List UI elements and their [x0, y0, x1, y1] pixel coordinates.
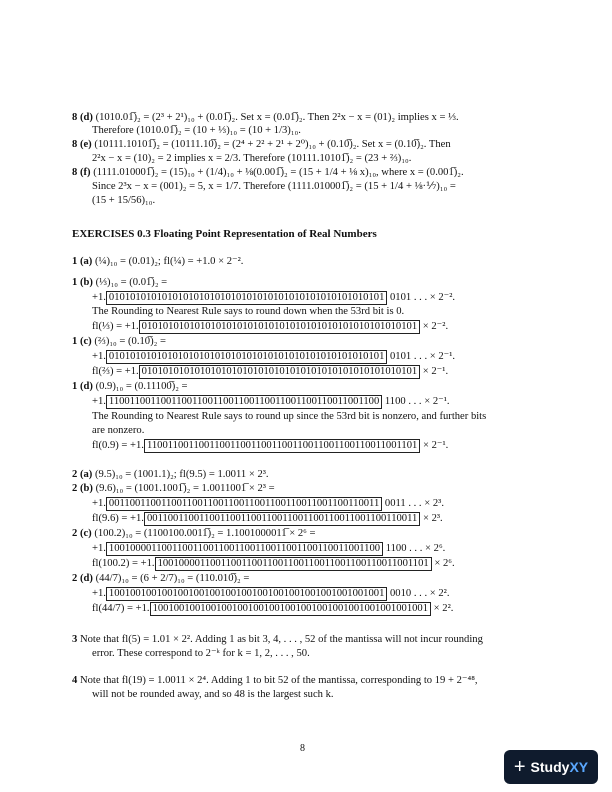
line-q1d_3	[92, 410, 486, 423]
line-tail: 1100 . . . × 2⁶.	[383, 543, 446, 554]
line-q1c_1	[72, 335, 166, 348]
line-q1d_2	[92, 395, 450, 409]
problem-label: 1 (d)	[72, 381, 93, 392]
problem-label: 1 (c)	[72, 336, 92, 347]
line-text: The Rounding to Nearest Rule says to round up since the 53rd bit is nonzero, and further bits	[92, 411, 487, 422]
line-tail: × 2⁻¹.	[420, 440, 449, 451]
line-text: (¼)₁₀ = (0.01)₂; fl(¼) = +1.0 × 2⁻².	[94, 256, 244, 267]
line-text: +1.	[92, 498, 106, 509]
line-text: (⅓)₁₀ = (0.01̅)₂ =	[95, 277, 168, 288]
line-p8f_1	[72, 166, 464, 179]
line-text: +1.	[92, 543, 106, 554]
line-q1b_2	[92, 291, 455, 305]
line-text: Since 2³x − x = (001)₂ = 5, x = 1/7. Therefore (1111.010001̅)₂ = (15 + 1/4 + ⅛·⅐)₁₀ =	[92, 181, 456, 192]
line-text: will not be rounded away, and so 48 is the largest such k.	[92, 689, 334, 700]
line-q1d_4	[92, 424, 144, 437]
line-text: 2²x − x = (10)₂ = 2 implies x = 2/3. Therefore (10111.10101̅)₂ = (23 + ⅔)₁₀.	[92, 153, 412, 164]
line-p8e_1	[72, 138, 451, 151]
line-q1c_2	[92, 350, 455, 364]
line-tail: 0101 . . . × 2⁻¹.	[387, 351, 456, 362]
line-q2d_1	[72, 572, 249, 585]
line-text: The Rounding to Nearest Rule says to round down when the 53rd bit is 0.	[92, 306, 405, 317]
line-p8f_2	[92, 180, 456, 193]
line-text: Note that fl(5) = 1.01 × 2². Adding 1 as bit 3, 4, . . . , 52 of the mantissa will not incur rounding	[79, 634, 483, 645]
line-text: fl(44/7) = +1.	[92, 603, 150, 614]
studyxy-logo[interactable]	[504, 750, 598, 784]
line-tail: × 2².	[431, 603, 454, 614]
page-number: 8	[300, 743, 305, 754]
line-q4_2	[92, 688, 334, 701]
problem-label: 1 (b)	[72, 277, 93, 288]
line-q2b_1	[72, 482, 275, 495]
problem-label: 2 (a)	[72, 469, 93, 480]
line-text: (1111.010001̅)₂ = (15)₁₀ + (1/4)₁₀ + ⅛(0.001̅)₂ = (15 + 1/4 + ⅛ x)₁₀, where x = (0.001̅)₂.	[93, 167, 464, 178]
line-p8e_2	[92, 152, 411, 165]
line-q1c_3	[92, 365, 448, 379]
line-q1d_5	[92, 439, 448, 453]
line-q1b_4	[92, 320, 448, 334]
line-text: fl(100.2) = +1.	[92, 558, 155, 569]
problem-label: 8 (e)	[72, 139, 92, 150]
line-q2c_2	[92, 542, 445, 556]
line-tail: 0010 . . . × 2².	[387, 588, 450, 599]
line-text: +1.	[92, 351, 106, 362]
line-text: (10111.10101̅)₂ = (10111.10̅)₂ = (2⁴ + 2² + 2¹ + 2⁰)₁₀ + (0.10̅)₂. Set x = (0.10̅)₂. Then	[94, 139, 451, 150]
problem-label: 4	[72, 675, 78, 686]
line-text: Note that fl(19) = 1.0011 × 2⁴. Adding 1 to bit 52 of the mantissa, corresponding to 19 + 2⁻⁴⁸,	[79, 675, 478, 686]
line-text: +1.	[92, 588, 106, 599]
line-q1b_3	[92, 305, 404, 318]
line-p8d_1	[72, 111, 459, 124]
logo-text: StudyXY	[530, 759, 589, 775]
problem-label: 8 (f)	[72, 167, 91, 178]
line-text: (9.5)₁₀ = (1001.1)₂; fl(9.5) = 1.0011 × 2³.	[94, 469, 269, 480]
line-text: (100.2)₁₀ = (1100100.0011̅)₂ = 1.1001000011̅ × 2⁶ =	[94, 528, 316, 539]
line-q3_2	[92, 647, 310, 660]
mantissa-box: 0101010101010101010101010101010101010101010101010101	[139, 365, 420, 379]
mantissa-box: 0101010101010101010101010101010101010101010101010101	[106, 291, 387, 305]
line-tail: × 2⁻¹.	[420, 366, 449, 377]
line-text: (⅔)₁₀ = (0.10̅)₂ =	[94, 336, 166, 347]
line-tail: 0101 . . . × 2⁻².	[387, 292, 456, 303]
line-q1b_1	[72, 276, 167, 289]
line-q1a	[72, 255, 243, 268]
line-q4_1	[72, 674, 478, 687]
line-q2c_1	[72, 527, 315, 540]
line-text: fl(0.9) = +1.	[92, 440, 144, 451]
problem-label: 8 (d)	[72, 112, 93, 123]
line-text: fl(⅓) = +1.	[92, 321, 139, 332]
line-q2a	[72, 468, 269, 481]
line-tail: × 2⁶.	[431, 558, 455, 569]
mantissa-box: 1100110011001100110011001100110011001100110011001101	[144, 439, 420, 453]
line-tail: 0011 . . . × 2³.	[382, 498, 444, 509]
line-q2d_2	[92, 587, 449, 601]
mantissa-box: 0011001100110011001100110011001100110011001100110011	[144, 512, 420, 526]
problem-label: 1 (a)	[72, 256, 93, 267]
line-text: (15 + 15/56)₁₀.	[92, 195, 156, 206]
mantissa-box: 1100110011001100110011001100110011001100110011001100	[106, 395, 382, 409]
line-p8f_3	[92, 194, 155, 207]
line-text: +1.	[92, 396, 106, 407]
line-q3_1	[72, 633, 483, 646]
plus-icon: +	[513, 756, 526, 778]
line-q1d_1	[72, 380, 188, 393]
line-text: (44/7)₁₀ = (6 + 2/7)₁₀ = (110.010̅)₂ =	[95, 573, 250, 584]
line-text: fl(⅔) = +1.	[92, 366, 139, 377]
mantissa-box: 1001000011001100110011001100110011001100110011001101	[155, 557, 432, 571]
line-text: Therefore (1010.01̅)₂ = (10 + ⅓)₁₀ = (10 + 1/3)₁₀.	[92, 125, 301, 136]
line-q2d_3	[92, 602, 453, 616]
mantissa-box: 1001000011001100110011001100110011001100110011001100	[106, 542, 383, 556]
mantissa-box: 1001001001001001001001001001001001001001001001001001	[106, 587, 387, 601]
mantissa-box: 0101010101010101010101010101010101010101010101010101	[139, 320, 420, 334]
line-q2c_3	[92, 557, 455, 571]
line-text: (9.6)₁₀ = (1001.1001̅)₂ = 1.0011001̅ × 2³ =	[95, 483, 275, 494]
line-text: are nonzero.	[92, 425, 145, 436]
mantissa-box: 0011001100110011001100110011001100110011001100110011	[106, 497, 382, 511]
line-tail: × 2⁻².	[420, 321, 449, 332]
line-text: error. These correspond to 2⁻ᵏ for k = 1, 2, . . . , 50.	[92, 648, 310, 659]
line-p8d_2	[92, 124, 301, 137]
problem-label: 2 (c)	[72, 528, 92, 539]
line-tail: 1100 . . . × 2⁻¹.	[382, 396, 450, 407]
mantissa-box: 1001001001001001001001001001001001001001001001001001	[150, 602, 431, 616]
mantissa-box: 0101010101010101010101010101010101010101010101010101	[106, 350, 387, 364]
line-q2b_3	[92, 512, 443, 526]
line-text: (0.9)₁₀ = (0.11100̅)₂ =	[95, 381, 188, 392]
line-text: (1010.01̅)₂ = (2³ + 2¹)₁₀ + (0.01̅)₂. Set x = (0.01̅)₂. Then 2²x − x = (01)₂ implies x = ⅓.	[95, 112, 459, 123]
problem-label: 2 (b)	[72, 483, 93, 494]
problem-label: 3	[72, 634, 78, 645]
line-text: fl(9.6) = +1.	[92, 513, 144, 524]
problem-label: 2 (d)	[72, 573, 93, 584]
line-q2b_2	[92, 497, 444, 511]
section-heading: EXERCISES 0.3 Floating Point Representation of Real Numbers	[72, 228, 377, 240]
line-text: +1.	[92, 292, 106, 303]
line-tail: × 2³.	[420, 513, 443, 524]
